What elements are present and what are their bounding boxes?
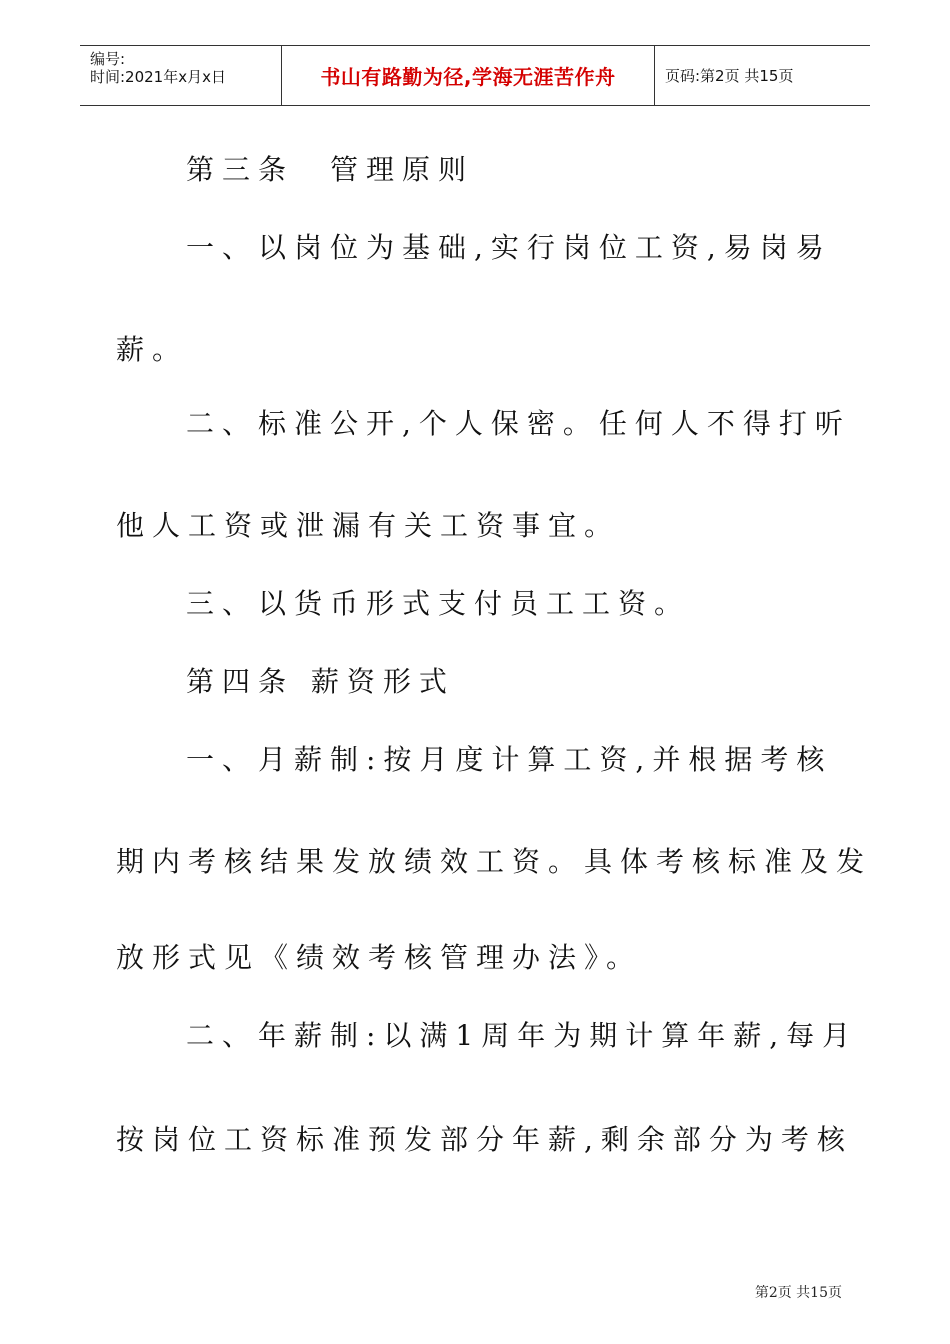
paragraph-line: 三、以货币形式支付员工工资。 [186,587,691,620]
header-motto: 书山有路勤为径,学海无涯苦作舟 [282,46,655,105]
paragraph-line: 一、以岗位为基础,实行岗位工资,易岗易 [186,231,832,264]
paragraph-line: 他人工资或泄漏有关工资事宜。 [116,509,621,542]
article-four-heading: 第四条 薪资形式 [186,665,455,698]
paragraph-line: 按岗位工资标准预发部分年薪,剩余部分为考核 [116,1123,853,1156]
article-three-heading: 第三条 管理原则 [186,153,475,186]
paragraph-line: 期内考核结果发放绩效工资。具体考核标准及发 [116,845,873,878]
page-footer: 第2页 共15页 [754,1285,842,1301]
header-page-info: 页码:第2页 共15页 [665,67,794,85]
page-header [80,45,870,106]
paragraph-line: 薪。 [116,333,189,366]
paragraph-line: 二、年薪制:以满1周年为期计算年薪,每月 [186,1019,859,1052]
paragraph-line: 二、标准公开,个人保密。任何人不得打听 [186,407,851,440]
doc-time-label: 时间:2021年x月x日 [90,68,226,86]
header-meta [80,46,282,105]
paragraph-line: 一、月薪制:按月度计算工资,并根据考核 [186,743,833,776]
doc-number-label: 编号: [90,50,126,68]
paragraph-line: 放形式见《绩效考核管理办法》。 [116,941,643,974]
